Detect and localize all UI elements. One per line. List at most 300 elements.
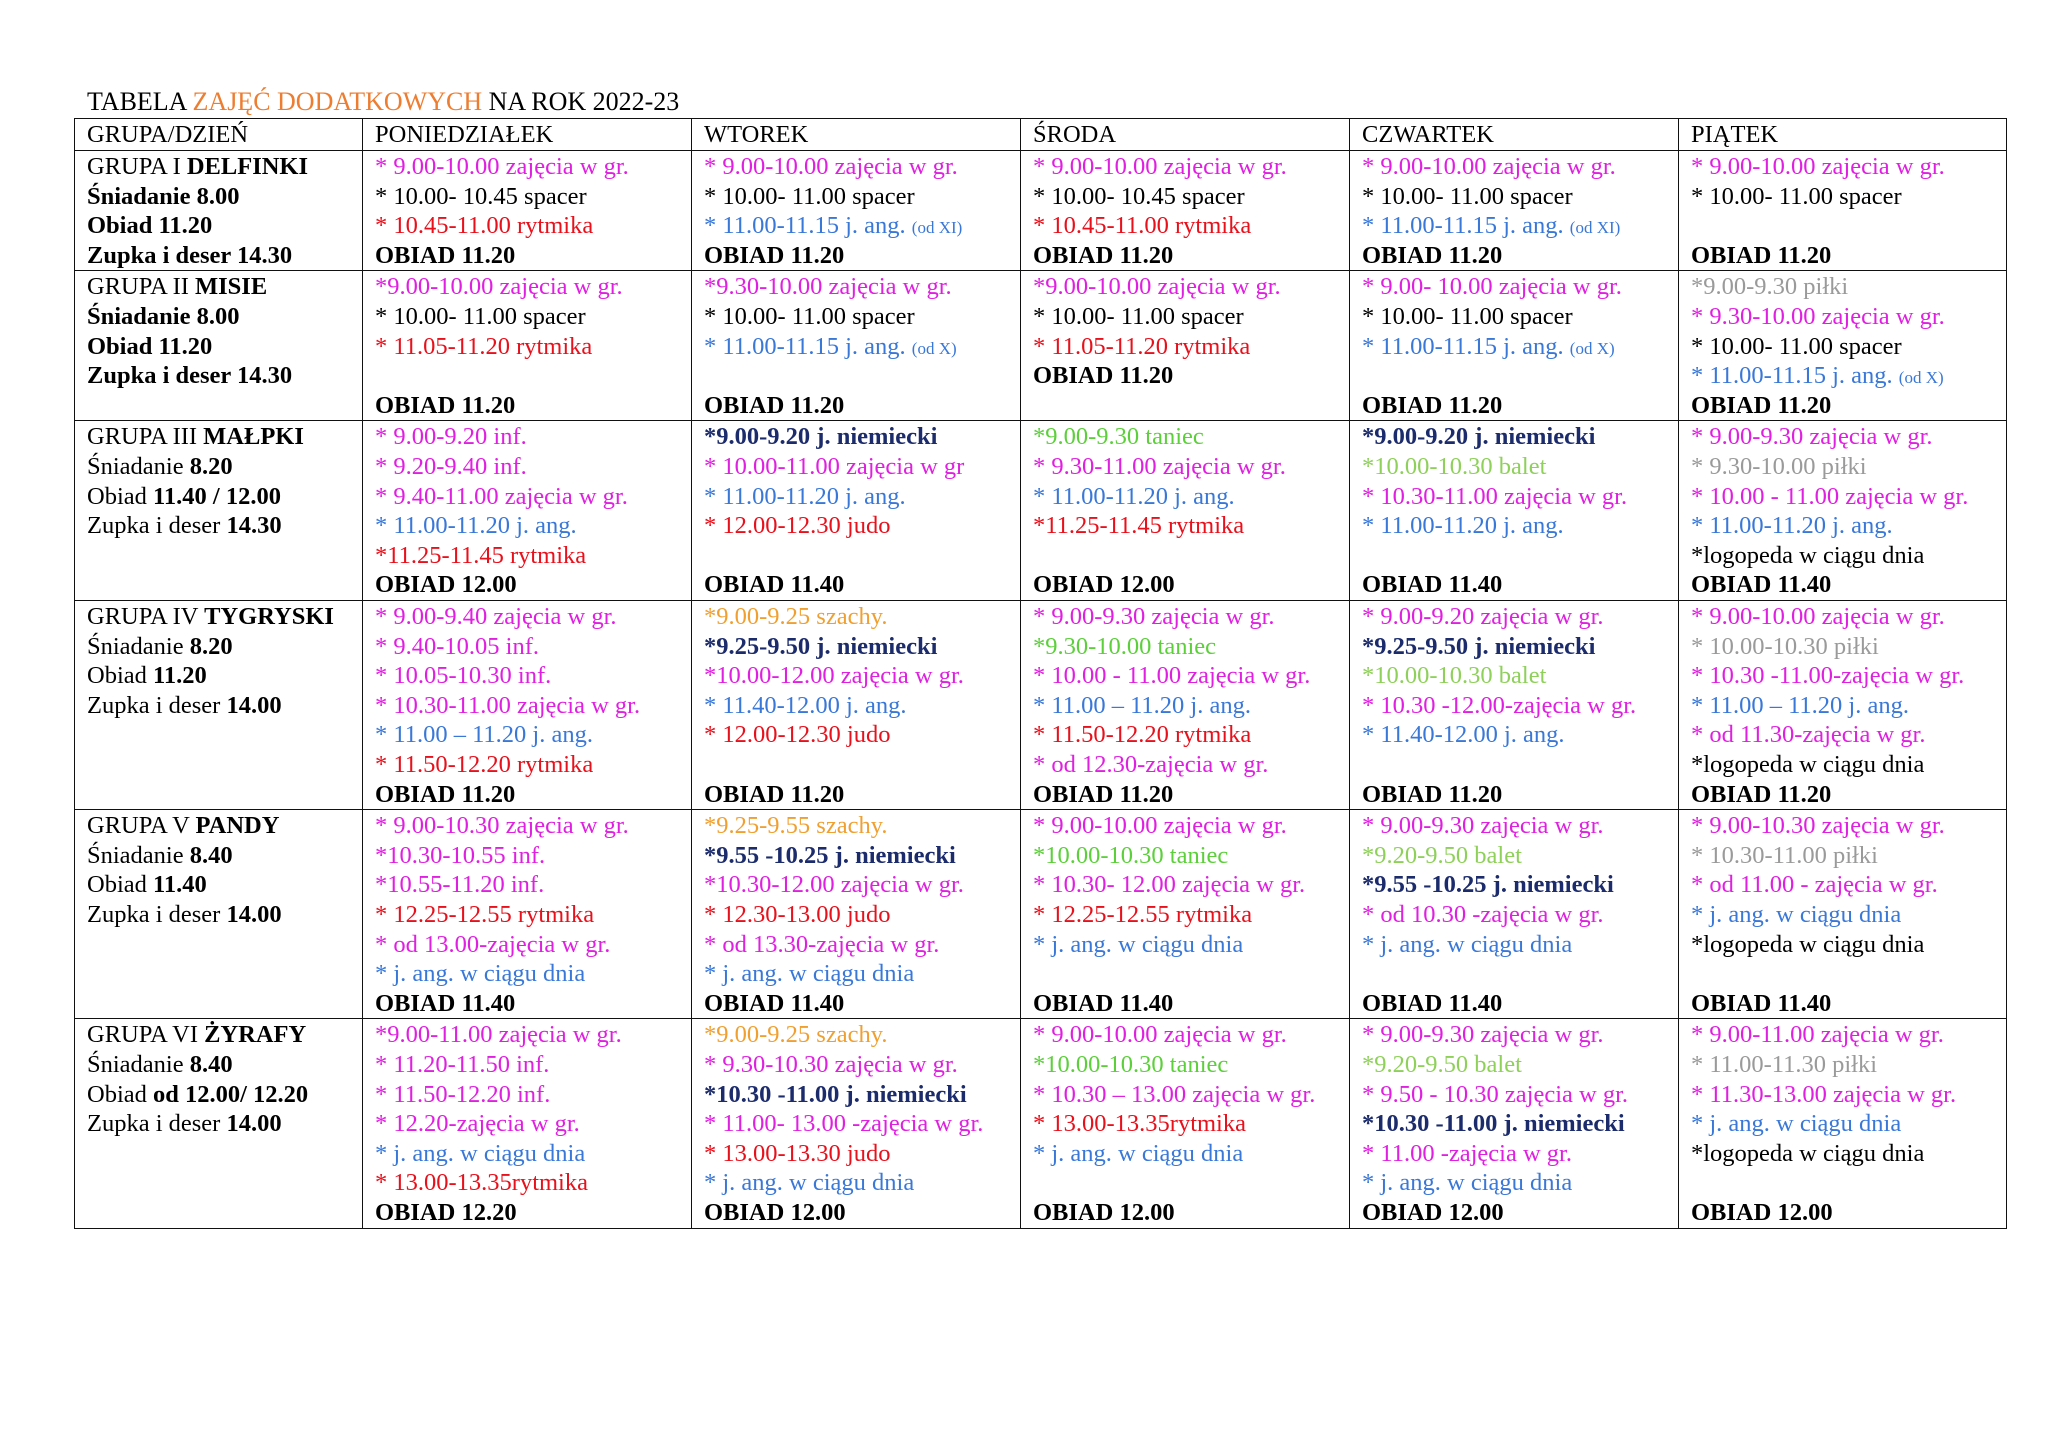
activity-text: *9.30-10.00 taniec	[1033, 632, 1217, 660]
lunch-time	[704, 1198, 1008, 1228]
activity-entry	[375, 900, 679, 930]
activity-entry	[704, 720, 1008, 750]
start-month-note: (od X)	[1898, 368, 1944, 388]
activity-text: * 9.30-10.00 piłki	[1691, 452, 1867, 480]
schedule-cell-monday	[363, 600, 692, 809]
activity-entry	[1362, 482, 1666, 512]
activity-text: * 11.00-11.15 j. ang.	[704, 332, 912, 360]
activity-entry	[1691, 182, 1994, 212]
group-info-text: Śniadanie	[87, 632, 190, 660]
activity-entry	[1362, 422, 1666, 452]
activity-text: * od 11.00 - zajęcia w gr.	[1691, 871, 1938, 899]
lunch-time	[1362, 241, 1666, 271]
activity-entry	[375, 870, 679, 900]
activity-entry	[704, 541, 1008, 571]
schedule-cell-friday	[1679, 421, 2007, 601]
schedule-body	[75, 119, 2007, 1229]
activity-entry	[1033, 541, 1337, 571]
activity-text: * od 12.30-zajęcia w gr.	[1033, 750, 1269, 778]
activity-text: * 9.30-10.30 zajęcia w gr.	[704, 1050, 958, 1078]
activity-text: OBIAD 11.40	[1691, 571, 1832, 599]
activity-text: * 10.00 - 11.00 zajęcia w gr.	[1691, 482, 1969, 510]
activity-entry	[1362, 1109, 1666, 1139]
group-info-line	[87, 332, 350, 362]
lunch-time	[1691, 989, 1994, 1019]
activity-entry	[1691, 1050, 1994, 1080]
activity-text: * 10.00- 11.00 spacer	[1691, 332, 1902, 360]
activity-text: * 11.00-11.20 j. ang.	[375, 512, 577, 540]
activity-entry	[704, 1050, 1008, 1080]
activity-text: * 9.00-10.30 zajęcia w gr.	[375, 812, 629, 840]
group-info-line	[87, 211, 350, 241]
activity-entry	[375, 661, 679, 691]
activity-text: * 10.00-11.00 zajęcia w gr	[704, 452, 965, 480]
activity-entry	[704, 182, 1008, 212]
activity-text: OBIAD 11.40	[1691, 989, 1832, 1017]
group-info-text: PANDY	[195, 812, 280, 840]
activity-entry	[375, 422, 679, 452]
activity-entry	[1362, 811, 1666, 841]
activity-entry	[704, 1020, 1008, 1050]
activity-text: * 13.00-13.35rytmika	[1033, 1110, 1246, 1138]
activity-entry	[1362, 511, 1666, 541]
activity-text: * 9.00-10.00 zajęcia w gr.	[1033, 153, 1287, 180]
activity-entry	[1691, 211, 1994, 241]
schedule-cell-tuesday	[692, 810, 1021, 1019]
lunch-time	[1362, 780, 1666, 810]
group-info-text: Zupka i deser	[87, 691, 227, 719]
activity-entry	[1362, 1050, 1666, 1080]
activity-text: * 9.00-10.00 zajęcia w gr.	[375, 153, 629, 180]
activity-text: * 10.00- 11.00 spacer	[704, 182, 915, 210]
activity-text: * 9.50 - 10.30 zajęcia w gr.	[1362, 1080, 1629, 1108]
activity-text: * j. ang. w ciągu dnia	[1362, 1169, 1573, 1197]
activity-entry	[1362, 959, 1666, 989]
group-info-line	[87, 900, 350, 930]
group-info-line	[87, 152, 350, 182]
schedule-cell-wednesday	[1021, 151, 1350, 271]
activity-text: *9.25-9.55 szachy.	[704, 812, 888, 840]
activity-text: * 10.30 – 13.00 zajęcia w gr.	[1033, 1080, 1316, 1108]
activity-text: *9.30-10.00 zajęcia w gr.	[704, 273, 952, 301]
activity-text: OBIAD 12.20	[375, 1198, 517, 1226]
group-info-line	[87, 811, 350, 841]
activity-text: *10.00-10.30 taniec	[1033, 841, 1229, 869]
schedule-cell-tuesday	[692, 1019, 1021, 1228]
activity-entry	[1362, 211, 1666, 241]
group-info-text: Zupka i deser	[87, 512, 227, 540]
activity-text: * 9.00-10.00 zajęcia w gr.	[704, 153, 958, 180]
activity-entry	[1691, 1109, 1994, 1139]
activity-entry	[1362, 332, 1666, 362]
activity-entry	[1033, 511, 1337, 541]
activity-entry	[1691, 602, 1994, 632]
start-month-note: (od XI)	[1569, 218, 1621, 238]
group-info-line	[87, 361, 350, 391]
activity-entry	[375, 1168, 679, 1198]
activity-entry	[1691, 900, 1994, 930]
activity-text: * 9.40-11.00 zajęcia w gr.	[375, 482, 628, 510]
activity-entry	[704, 959, 1008, 989]
group-info-line	[87, 302, 350, 332]
activity-text: *9.00-9.30 piłki	[1691, 273, 1849, 301]
schedule-cell-tuesday	[692, 151, 1021, 271]
activity-text: OBIAD 11.40	[1033, 989, 1174, 1017]
lunch-time	[1362, 391, 1666, 421]
schedule-cell-tuesday	[692, 600, 1021, 809]
activity-text: *9.55 -10.25 j. niemiecki	[704, 841, 956, 869]
activity-entry	[704, 1168, 1008, 1198]
activity-entry	[375, 1109, 679, 1139]
activity-text: *logopeda w ciągu dnia	[1691, 1139, 1925, 1167]
activity-text: OBIAD 11.40	[704, 989, 845, 1017]
activity-entry	[375, 541, 679, 571]
activity-entry	[1691, 511, 1994, 541]
activity-text: * j. ang. w ciągu dnia	[375, 960, 586, 988]
lunch-time	[704, 780, 1008, 810]
group-info-text: Obiad	[87, 662, 153, 690]
schedule-cell-wednesday	[1021, 810, 1350, 1019]
group-info-text: 11.40 / 12.00	[153, 482, 281, 510]
group-info-text: MISIE	[195, 273, 268, 301]
activity-text: * od 11.30-zajęcia w gr.	[1691, 721, 1926, 749]
activity-text: * j. ang. w ciągu dnia	[1691, 1110, 1902, 1138]
group-info-cell	[75, 151, 363, 271]
activity-text: *10.00-12.00 zajęcia w gr.	[704, 662, 964, 690]
activity-text: * 11.40-12.00 j. ang.	[1362, 721, 1565, 749]
activity-entry	[1033, 750, 1337, 780]
start-month-note: (od X)	[911, 338, 957, 358]
activity-text: * 11.00 -zajęcia w gr.	[1362, 1139, 1572, 1167]
activity-text: * 11.30-13.00 zajęcia w gr.	[1691, 1080, 1957, 1108]
activity-entry	[1691, 452, 1994, 482]
activity-entry	[1691, 691, 1994, 721]
activity-entry	[704, 361, 1008, 391]
schedule-cell-monday	[363, 421, 692, 601]
lunch-time	[1691, 391, 1994, 421]
activity-entry	[704, 900, 1008, 930]
activity-text: OBIAD 12.00	[1033, 571, 1175, 599]
group-info-text: 8.20	[189, 452, 233, 480]
activity-text: * 12.00-12.30 judo	[704, 512, 891, 540]
group-info-cell	[75, 600, 363, 809]
activity-text: * 12.00-12.30 judo	[704, 721, 891, 749]
activity-text: * 9.00- 10.00 zajęcia w gr.	[1362, 273, 1622, 301]
activity-text: OBIAD 11.20	[1033, 241, 1174, 269]
activity-text: *9.25-9.50 j. niemiecki	[1362, 632, 1596, 660]
activity-entry	[375, 1020, 679, 1050]
activity-entry	[1362, 302, 1666, 332]
group-info-text: GRUPA II	[87, 273, 196, 301]
activity-entry	[1362, 361, 1666, 391]
activity-entry	[704, 602, 1008, 632]
activity-text: * 11.05-11.20 rytmika	[375, 332, 593, 360]
activity-entry	[375, 302, 679, 332]
activity-text: OBIAD 11.20	[375, 241, 516, 269]
group-info-text: Obiad 11.20	[87, 212, 213, 240]
activity-text: * 10.05-10.30 inf.	[375, 662, 552, 690]
activity-entry	[704, 482, 1008, 512]
activity-text: * 12.30-13.00 judo	[704, 900, 891, 928]
activity-entry	[1033, 272, 1337, 302]
activity-text: * 9.00-9.40 zajęcia w gr.	[375, 602, 617, 630]
activity-text: *11.25-11.45 rytmika	[375, 541, 587, 569]
group-info-line	[87, 482, 350, 512]
activity-entry	[1691, 632, 1994, 662]
activity-text: * 13.00-13.35rytmika	[375, 1169, 588, 1197]
activity-text: * 9.00-9.30 zajęcia w gr.	[1691, 423, 1933, 451]
activity-text: *9.00-9.25 szachy.	[704, 1021, 888, 1049]
group-info-text: GRUPA I	[87, 153, 187, 180]
activity-text: * j. ang. w ciągu dnia	[1691, 900, 1902, 928]
activity-text: OBIAD 11.20	[1033, 362, 1174, 390]
group-info-text: GRUPA VI	[87, 1021, 205, 1049]
activity-entry	[1362, 152, 1666, 182]
activity-text: * 11.00 – 11.20 j. ang.	[375, 721, 593, 749]
group-info-text: Śniadanie 8.00	[87, 182, 240, 210]
activity-text: OBIAD 11.40	[704, 571, 845, 599]
group-info-text: DELFINKI	[186, 153, 309, 180]
group-info-cell	[75, 1019, 363, 1228]
activity-text: * 11.00 – 11.20 j. ang.	[1033, 691, 1251, 719]
group-info-text: Śniadanie 8.00	[87, 302, 240, 330]
activity-entry	[1033, 720, 1337, 750]
lunch-time	[1362, 1198, 1666, 1228]
lunch-time	[704, 391, 1008, 421]
activity-entry	[1362, 661, 1666, 691]
activity-entry	[1362, 452, 1666, 482]
activity-text: *9.00-10.00 zajęcia w gr.	[1033, 273, 1281, 301]
group-info-text: od 12.00/ 12.20	[153, 1080, 309, 1108]
activity-text: OBIAD 11.40	[375, 989, 516, 1017]
activity-text: * 13.00-13.30 judo	[704, 1139, 891, 1167]
activity-entry	[375, 930, 679, 960]
lunch-time	[1033, 570, 1337, 600]
activity-text: * 11.00-11.15 j. ang.	[704, 212, 912, 240]
activity-text: * 10.30 -11.00-zajęcia w gr.	[1691, 662, 1965, 690]
group-row	[75, 1019, 2007, 1228]
header-row	[75, 119, 2007, 151]
lunch-time	[704, 570, 1008, 600]
group-info-text: 8.40	[189, 841, 233, 869]
activity-entry	[704, 870, 1008, 900]
activity-text: * 9.00-10.00 zajęcia w gr.	[1033, 812, 1287, 840]
activity-text: * 9.00-10.00 zajęcia w gr.	[1691, 602, 1945, 630]
activity-entry	[1033, 332, 1337, 362]
title-part-2: ZAJĘĆ DODATKOWYCH	[192, 87, 483, 116]
activity-entry	[1691, 1020, 1994, 1050]
activity-text: * 10.45-11.00 rytmika	[375, 212, 594, 240]
activity-text: * 10.30-11.00 piłki	[1691, 841, 1878, 869]
activity-text: * 9.00-9.30 zajęcia w gr.	[1362, 812, 1604, 840]
activity-entry	[1362, 930, 1666, 960]
lunch-time	[375, 391, 679, 421]
activity-entry	[1033, 482, 1337, 512]
schedule-cell-thursday	[1350, 271, 1679, 421]
activity-text: *9.25-9.50 j. niemiecki	[704, 632, 938, 660]
activity-entry	[1691, 811, 1994, 841]
activity-entry	[1362, 182, 1666, 212]
group-info-text: ŻYRAFY	[204, 1021, 307, 1049]
activity-entry	[704, 452, 1008, 482]
group-info-line	[87, 1050, 350, 1080]
group-info-text: Obiad 11.20	[87, 332, 213, 360]
activity-entry	[1033, 1139, 1337, 1169]
activity-entry	[704, 930, 1008, 960]
activity-entry	[1033, 632, 1337, 662]
activity-entry	[375, 750, 679, 780]
activity-entry	[1033, 661, 1337, 691]
activity-entry	[375, 841, 679, 871]
activity-text: *9.00-10.00 zajęcia w gr.	[375, 273, 623, 301]
activity-text: * 10.00- 11.00 spacer	[1033, 302, 1244, 330]
group-info-text: 8.20	[189, 632, 233, 660]
group-info-line	[87, 661, 350, 691]
activity-text: * 11.00-11.20 j. ang.	[1362, 512, 1564, 540]
schedule-cell-thursday	[1350, 1019, 1679, 1228]
activity-text: OBIAD 11.20	[1691, 241, 1832, 269]
group-info-text: 11.40	[153, 871, 207, 899]
activity-text: *10.00-10.30 balet	[1362, 662, 1547, 690]
activity-text: * 10.00- 10.45 spacer	[375, 182, 587, 210]
activity-text: *10.30-10.55 inf.	[375, 841, 546, 869]
activity-entry	[704, 750, 1008, 780]
lunch-time	[704, 989, 1008, 1019]
activity-entry	[1033, 841, 1337, 871]
activity-entry	[704, 811, 1008, 841]
lunch-time	[1362, 570, 1666, 600]
activity-text: * 10.00- 11.00 spacer	[1362, 302, 1573, 330]
header-cell-monday: PONIEDZIAŁEK	[363, 119, 692, 151]
schedule-cell-wednesday	[1021, 1019, 1350, 1228]
activity-entry	[704, 1109, 1008, 1139]
activity-entry	[375, 632, 679, 662]
activity-entry	[1691, 152, 1994, 182]
activity-text: * 11.00-11.15 j. ang.	[1362, 332, 1570, 360]
activity-text: *10.00-10.30 balet	[1362, 452, 1547, 480]
group-info-text: Śniadanie	[87, 841, 190, 869]
activity-text: OBIAD 12.00	[375, 571, 517, 599]
activity-text: * 11.00-11.30 piłki	[1691, 1050, 1878, 1078]
activity-text: * 10.00- 11.00 spacer	[375, 302, 586, 330]
group-info-text: 14.00	[226, 1110, 282, 1138]
activity-entry	[1691, 930, 1994, 960]
activity-entry	[375, 602, 679, 632]
activity-text: * j. ang. w ciągu dnia	[1362, 930, 1573, 958]
group-info-text: Obiad	[87, 871, 153, 899]
activity-entry	[704, 211, 1008, 241]
schedule-cell-wednesday	[1021, 421, 1350, 601]
schedule-cell-friday	[1679, 271, 2007, 421]
activity-text: * 9.00-10.00 zajęcia w gr.	[1362, 153, 1616, 180]
activity-entry	[1362, 632, 1666, 662]
activity-text: *10.30 -11.00 j. niemiecki	[704, 1080, 967, 1108]
activity-entry	[1033, 811, 1337, 841]
activity-entry	[1362, 691, 1666, 721]
activity-text: * 9.00-9.20 inf.	[375, 423, 527, 451]
group-info-line	[87, 1109, 350, 1139]
activity-text: * 11.40-12.00 j. ang.	[704, 691, 907, 719]
group-info-cell	[75, 271, 363, 421]
schedule-cell-monday	[363, 1019, 692, 1228]
activity-text: OBIAD 11.20	[1691, 780, 1832, 808]
group-info-text: Zupka i deser 14.30	[87, 241, 293, 269]
schedule-cell-friday	[1679, 151, 2007, 271]
page-title	[87, 86, 679, 118]
activity-text: OBIAD 12.00	[1691, 1198, 1833, 1226]
activity-text: *logopeda w ciągu dnia	[1691, 750, 1925, 778]
group-info-text: TYGRYSKI	[204, 602, 334, 630]
activity-entry	[375, 452, 679, 482]
lunch-time	[375, 570, 679, 600]
activity-text: * 12.25-12.55 rytmika	[1033, 900, 1253, 928]
activity-entry	[375, 361, 679, 391]
lunch-time	[1691, 570, 1994, 600]
activity-text: * 11.20-11.50 inf.	[375, 1050, 550, 1078]
lunch-time	[1691, 241, 1994, 271]
lunch-time	[1033, 241, 1337, 271]
activity-entry	[375, 332, 679, 362]
activity-entry	[375, 720, 679, 750]
activity-text: OBIAD 11.20	[1362, 241, 1503, 269]
group-row	[75, 600, 2007, 809]
activity-entry	[1362, 720, 1666, 750]
group-info-cell	[75, 421, 363, 601]
activity-text: OBIAD 11.40	[1362, 989, 1503, 1017]
group-info-line	[87, 870, 350, 900]
activity-text: * 10.00- 10.45 spacer	[1033, 182, 1245, 210]
group-info-line	[87, 422, 350, 452]
activity-entry	[1691, 1168, 1994, 1198]
header-cell-tuesday: WTOREK	[692, 119, 1021, 151]
activity-entry	[704, 1139, 1008, 1169]
schedule-cell-thursday	[1350, 151, 1679, 271]
header-cell-wednesday: ŚRODA	[1021, 119, 1350, 151]
activity-entry	[1691, 870, 1994, 900]
group-info-line	[87, 182, 350, 212]
activity-entry	[1362, 1139, 1666, 1169]
activity-text: * 11.00-11.20 j. ang.	[1691, 512, 1893, 540]
group-info-line	[87, 841, 350, 871]
activity-entry	[1691, 1080, 1994, 1110]
schedule-cell-friday	[1679, 1019, 2007, 1228]
activity-entry	[1691, 841, 1994, 871]
schedule-cell-friday	[1679, 600, 2007, 809]
activity-text: OBIAD 11.20	[375, 391, 516, 419]
activity-text: OBIAD 11.20	[704, 391, 845, 419]
activity-entry	[1691, 661, 1994, 691]
activity-entry	[375, 272, 679, 302]
activity-text: *9.00-9.25 szachy.	[704, 602, 888, 630]
activity-text: * 10.00- 11.00 spacer	[704, 302, 915, 330]
activity-text: * 9.00-10.30 zajęcia w gr.	[1691, 812, 1945, 840]
activity-entry	[704, 272, 1008, 302]
lunch-time	[1691, 780, 1994, 810]
activity-entry	[1362, 1168, 1666, 1198]
activity-entry	[1691, 482, 1994, 512]
activity-entry	[1691, 332, 1994, 362]
group-info-text: GRUPA III	[87, 423, 204, 451]
activity-entry	[1362, 541, 1666, 571]
activity-text: OBIAD 11.20	[704, 780, 845, 808]
activity-text: * 10.00- 11.00 spacer	[1362, 182, 1573, 210]
activity-entry	[704, 332, 1008, 362]
group-row	[75, 421, 2007, 601]
activity-entry	[704, 841, 1008, 871]
activity-entry	[1033, 422, 1337, 452]
header-cell-group: GRUPA/DZIEŃ	[75, 119, 363, 151]
group-info-text: Zupka i deser 14.30	[87, 362, 293, 390]
